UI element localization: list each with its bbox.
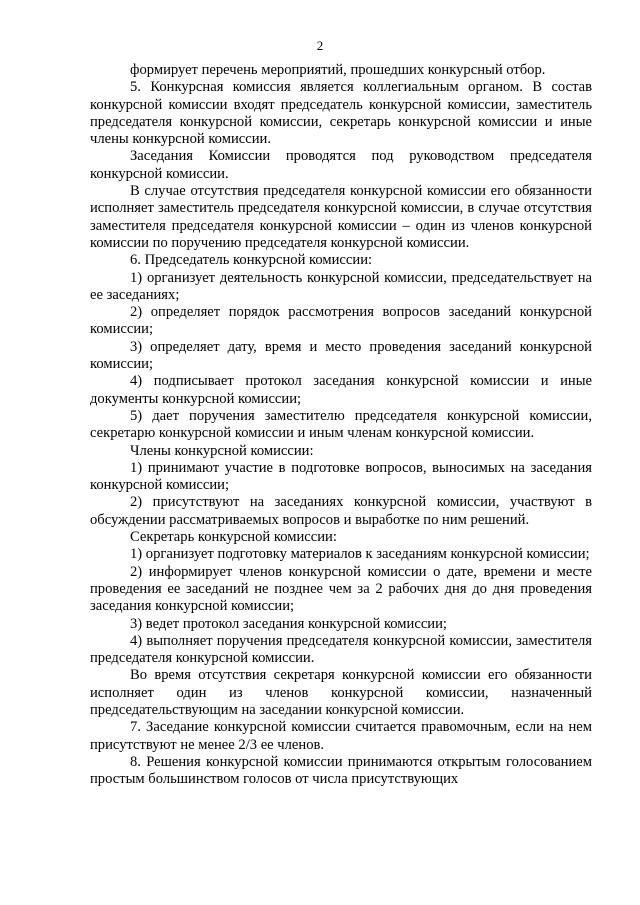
paragraph: 2) информирует членов конкурсной комиссии о дате, времени и месте проведения ее заседаний не позднее чем за 2 рабочих дня до дня проведения заседания конкурсной комиссии; [90,563,592,615]
paragraph: 1) организует деятельность конкурсной комиссии, председательствует на ее заседаниях; [90,269,592,303]
paragraph: Заседания Комиссии проводятся под руководством председателя конкурсной комиссии. [90,148,592,182]
paragraph: 3) определяет дату, время и место проведения заседаний конкурсной комиссии; [90,338,592,373]
page-number: 2 [316,38,324,53]
document-body [90,62,592,788]
paragraph: 5) дает поручения заместителю председателя конкурсной комиссии, секретарю конкурсной комиссии и иным членам конкурсной комиссии. [90,407,592,442]
paragraph: Члены конкурсной комиссии: [130,442,314,459]
paragraph: Во время отсутствия секретаря конкурсной комиссии его обязанности исполняет один из членов конкурсной комиссии, назначенный председательствующим на заседании конкурсной комиссии. [90,667,592,718]
paragraph: 2) присутствуют на заседаниях конкурсной комиссии, участвуют в обсуждении рассматриваемых вопросов и выработке по ним решений. [90,494,592,528]
paragraph: 3) ведет протокол заседания конкурсной комиссии; [130,615,447,632]
paragraph: Секретарь конкурсной комиссии: [130,529,337,546]
paragraph: 4) выполняет поручения председателя конкурсной комиссии, заместителя председателя конкурсной комиссии. [90,632,592,667]
paragraph: 4) подписывает протокол заседания конкурсной комиссии и иные документы конкурсной комиссии; [90,373,592,407]
paragraph: 5. Конкурсная комиссия является коллегиальным органом. В состав конкурсной комиссии входят председатель конкурсной комиссии, заместитель председателя конкурсной комиссии, секретарь конкурсной комиссии и иные члены конкурсной комиссии. [90,79,592,148]
paragraph: 1) организует подготовку материалов к заседаниям конкурсной комиссии; [130,546,590,563]
paragraph: 1) принимают участие в подготовке вопросов, выносимых на заседания конкурсной комиссии; [90,459,592,494]
paragraph: 8. Решения конкурсной комиссии принимаются открытым голосованием простым большинством голосов от числа присутствующих [90,753,592,788]
paragraph: 6. Председатель конкурсной комиссии: [130,252,373,269]
paragraph: 7. Заседание конкурсной комиссии считается правомочным, если на нем присутствуют не менее 2/3 ее членов. [90,719,592,753]
paragraph: формирует перечень мероприятий, прошедших конкурсный отбор. [130,62,546,78]
paragraph: В случае отсутствия председателя конкурсной комиссии его обязанности исполняет заместитель председателя конкурсной комиссии, в случае отсутствия заместителя председателя конкурсной комиссии – один из членов конкурсной комиссии по поручению председателя конкурсной комиссии. [90,183,592,251]
paragraph: 2) определяет порядок рассмотрения вопросов заседаний конкурсной комиссии; [90,304,592,338]
